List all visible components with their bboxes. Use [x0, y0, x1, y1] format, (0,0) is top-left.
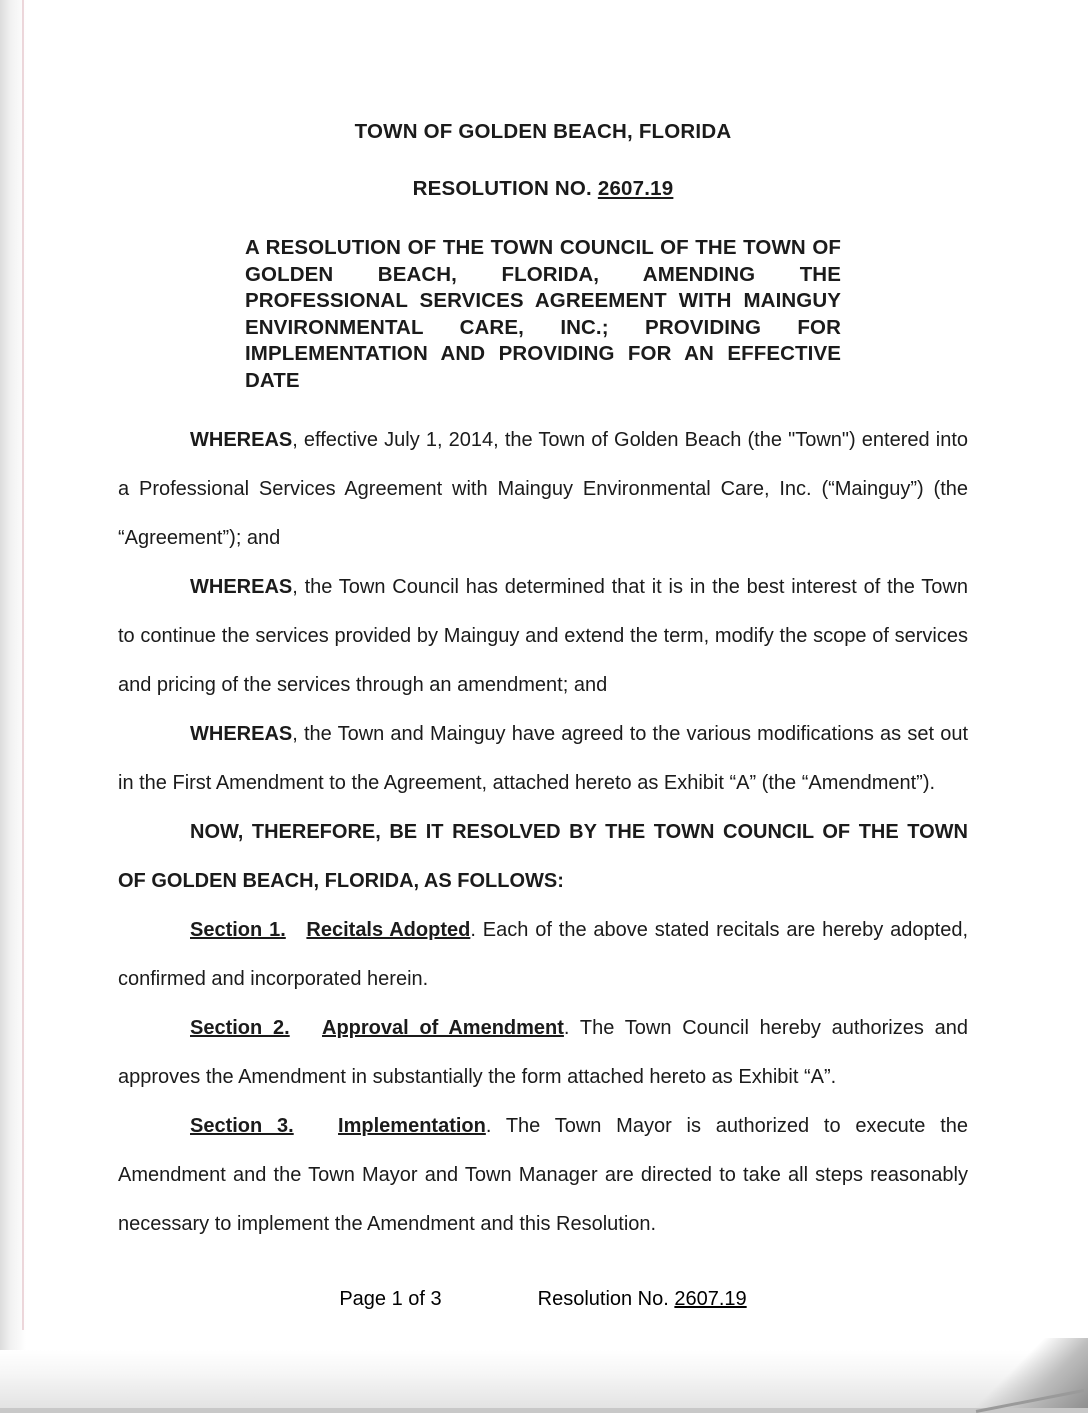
section-1-number: Section 1. — [190, 919, 286, 941]
page-corner-fold — [968, 1338, 1088, 1408]
section-2-number: Section 2. — [190, 1017, 290, 1039]
recital-2-text: , the Town Council has determined that it is in the best interest of the Town to continue the services provided by Mainguy and extend the term, modify the scope of services and pricing of the services through an amendment; and — [118, 576, 968, 696]
resolved-clause: NOW, THEREFORE, BE IT RESOLVED BY THE TOWN COUNCIL OF THE TOWN OF GOLDEN BEACH, FLORIDA, AS FOLLOWS: — [118, 821, 968, 892]
resolution-number-label: RESOLUTION NO. — [412, 177, 592, 200]
recital-1-lead: WHEREAS — [190, 429, 293, 451]
scan-edge-line — [22, 0, 24, 1330]
section-1-heading: Recitals Adopted — [306, 919, 471, 941]
section-2 — [118, 1004, 968, 1102]
footer-resolution-label: Resolution No. — [537, 1288, 669, 1310]
recital-1-text: , effective July 1, 2014, the Town of Golden Beach (the "Town") entered into a Professional Services Agreement with Mainguy Environmental Care, Inc. (“Mainguy”) (the “Agreement”); and — [118, 429, 968, 549]
section-2-heading: Approval of Amendment — [322, 1017, 564, 1039]
resolution-number-value: 2607.19 — [597, 177, 674, 200]
section-1-text: . Each of the above stated recitals are hereby adopted, confirmed and incorporated herein. — [118, 919, 969, 990]
section-1 — [118, 906, 968, 1004]
recital-3-text: , the Town and Mainguy have agreed to the various modifications as set out in the First Amendment to the Agreement, attached hereto as Exhibit “A” (the “Amendment”). — [118, 723, 968, 794]
footer-resolution — [538, 1288, 747, 1311]
recital-3-lead: WHEREAS — [190, 723, 293, 745]
page-corner-fold-line — [976, 1389, 1085, 1413]
recital-2-lead: WHEREAS — [190, 576, 293, 598]
recital-3 — [118, 710, 968, 808]
section-2-text: . The Town Council hereby authorizes and approves the Amendment in substantially the form attached hereto as Exhibit “A”. — [118, 1017, 969, 1088]
section-3-text: . The Town Mayor is authorized to execute the Amendment and the Town Mayor and Town Manager are directed to take all steps reasonably necessary to implement the Amendment and this Resolution. — [118, 1115, 968, 1235]
document-body — [118, 120, 968, 1249]
resolution-caption: A RESOLUTION OF THE TOWN COUNCIL OF THE TOWN OF GOLDEN BEACH, FLORIDA, AMENDING THE PROFESSIONAL SERVICES AGREEMENT WITH MAINGUY ENVIRONMENTAL CARE, INC.; PROVIDING FOR IMPLEMENTATION AND PROVIDING FOR AN EFFECTIVE DATE — [245, 236, 841, 392]
section-3-number: Section 3. — [190, 1115, 294, 1137]
document-header — [118, 120, 968, 201]
section-3 — [118, 1102, 968, 1249]
section-3-heading: Implementation — [338, 1115, 486, 1137]
scan-bottom-shadow — [0, 1350, 1088, 1408]
town-title: TOWN OF GOLDEN BEACH, FLORIDA — [354, 120, 732, 143]
resolution-number-line — [118, 177, 968, 201]
footer-resolution-number: 2607.19 — [674, 1288, 747, 1310]
recital-1 — [118, 416, 968, 563]
page-number: Page 1 of 3 — [339, 1288, 442, 1310]
recital-2 — [118, 563, 968, 710]
page-footer — [118, 1288, 968, 1311]
